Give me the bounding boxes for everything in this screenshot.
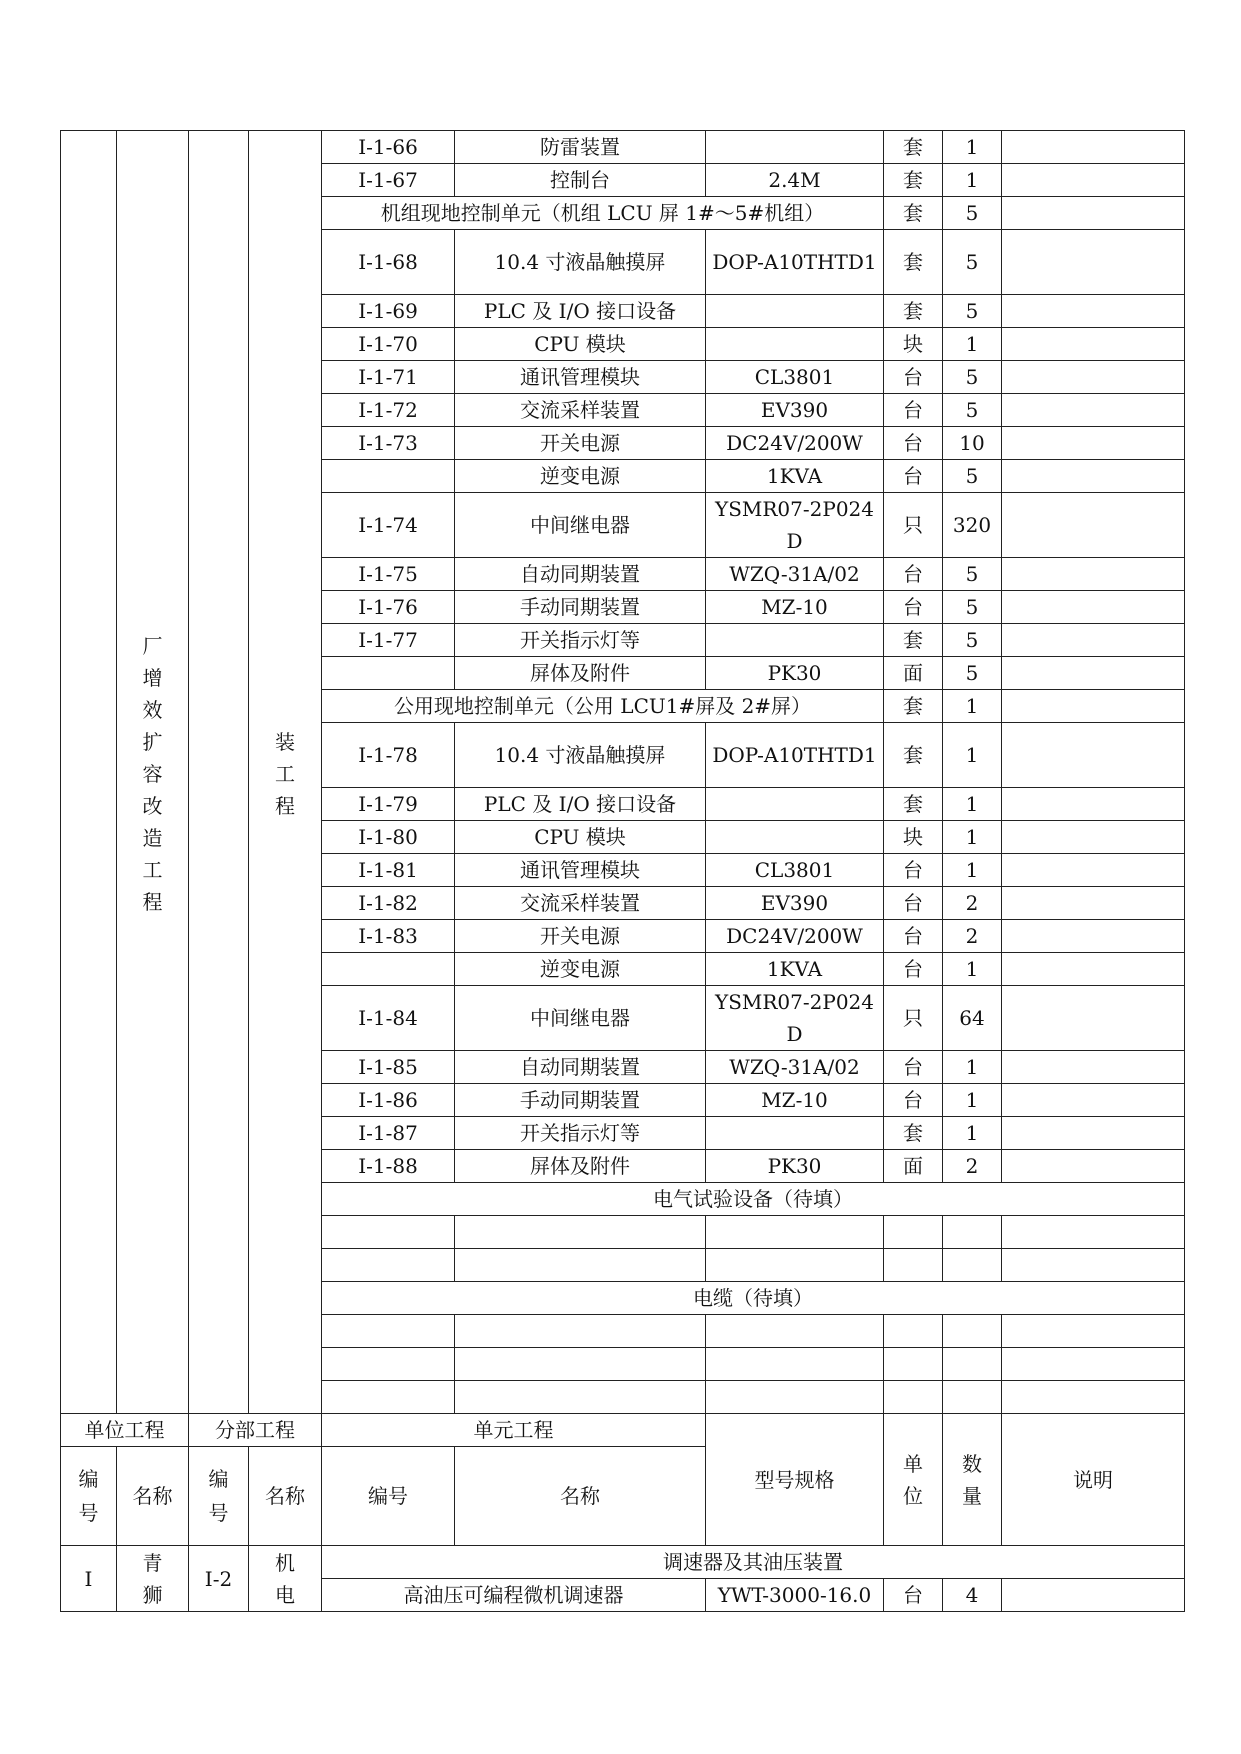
blank-cell (943, 1249, 1002, 1282)
item-qty: 5 (943, 657, 1002, 690)
blank-cell (706, 1249, 884, 1282)
item-unit: 只 (884, 986, 943, 1051)
item-qty: 2 (943, 1150, 1002, 1183)
item-name: 开关电源 (455, 920, 706, 953)
item-qty: 1 (943, 164, 1002, 197)
item-name: 屏体及附件 (455, 1150, 706, 1183)
sub-name-vertical: 装工程 (249, 131, 322, 1414)
section-note (1002, 690, 1185, 723)
item-code: I-1-75 (322, 558, 455, 591)
blank-cell (943, 1315, 1002, 1348)
header-note: 说明 (1002, 1414, 1185, 1546)
blank-cell (322, 1249, 455, 1282)
item-qty: 1 (943, 328, 1002, 361)
blank-cell (322, 1216, 455, 1249)
header-element-project: 单元工程 (322, 1414, 706, 1447)
item-name: CPU 模块 (455, 821, 706, 854)
item-model: CL3801 (706, 361, 884, 394)
item-name: 交流采样装置 (455, 394, 706, 427)
item-model: PK30 (706, 1150, 884, 1183)
item-unit: 块 (884, 328, 943, 361)
item-qty: 10 (943, 427, 1002, 460)
item-code: I-1-83 (322, 920, 455, 953)
sub-code: I-2 (189, 1546, 249, 1612)
item-code: I-1-67 (322, 164, 455, 197)
header-model: 型号规格 (706, 1414, 884, 1546)
item-model (706, 328, 884, 361)
item-note (1002, 427, 1185, 460)
item-model: PK30 (706, 657, 884, 690)
item-unit: 套 (884, 164, 943, 197)
item-name: 10.4 寸液晶触摸屏 (455, 230, 706, 295)
item-note (1002, 591, 1185, 624)
item-code: I-1-87 (322, 1117, 455, 1150)
item-code: I-1-74 (322, 493, 455, 558)
item-model: MZ-10 (706, 591, 884, 624)
item-note (1002, 164, 1185, 197)
item-note (1002, 394, 1185, 427)
blank-cell (455, 1216, 706, 1249)
header-item-code: 编号 (322, 1447, 455, 1546)
item-model: DC24V/200W (706, 427, 884, 460)
item-qty: 1 (943, 1051, 1002, 1084)
item-code: I-1-77 (322, 624, 455, 657)
blank-cell (943, 1348, 1002, 1381)
blank-cell (455, 1315, 706, 1348)
item-name: PLC 及 I/O 接口设备 (455, 295, 706, 328)
item-code: I-1-70 (322, 328, 455, 361)
item-unit: 台 (884, 460, 943, 493)
item-unit: 套 (884, 230, 943, 295)
item-model: DC24V/200W (706, 920, 884, 953)
blank-cell (322, 1381, 455, 1414)
item-unit: 台 (884, 361, 943, 394)
item-qty: 1 (943, 821, 1002, 854)
item-name: 中间继电器 (455, 493, 706, 558)
item-model (706, 131, 884, 164)
item-model (706, 821, 884, 854)
item-unit: 台 (884, 1084, 943, 1117)
item-unit: 台 (884, 1579, 943, 1612)
item-code: I-1-86 (322, 1084, 455, 1117)
section-title: 调速器及其油压装置 (322, 1546, 1185, 1579)
item-note (1002, 1150, 1185, 1183)
item-unit: 台 (884, 920, 943, 953)
item-qty: 64 (943, 986, 1002, 1051)
item-code: I-1-78 (322, 723, 455, 788)
item-note (1002, 131, 1185, 164)
item-model: DOP-A10THTD1 (706, 723, 884, 788)
item-row (61, 131, 1185, 164)
item-unit: 套 (884, 295, 943, 328)
item-name: 逆变电源 (455, 460, 706, 493)
item-note (1002, 854, 1185, 887)
item-note (1002, 953, 1185, 986)
item-unit: 台 (884, 953, 943, 986)
item-unit: 台 (884, 558, 943, 591)
item-unit: 块 (884, 821, 943, 854)
equipment-table (60, 130, 1185, 1612)
item-note (1002, 295, 1185, 328)
item-note (1002, 723, 1185, 788)
item-qty: 1 (943, 854, 1002, 887)
item-code: I-1-82 (322, 887, 455, 920)
item-code: I-1-69 (322, 295, 455, 328)
item-model: WZQ-31A/02 (706, 1051, 884, 1084)
item-note (1002, 986, 1185, 1051)
header-sub-name: 名称 (249, 1447, 322, 1546)
item-unit: 台 (884, 394, 943, 427)
item-name: 手动同期装置 (455, 591, 706, 624)
item-model: CL3801 (706, 854, 884, 887)
blank-cell (706, 1348, 884, 1381)
item-note (1002, 1051, 1185, 1084)
item-code: I-1-73 (322, 427, 455, 460)
item-code (322, 460, 455, 493)
blank-cell (455, 1348, 706, 1381)
item-unit: 台 (884, 1051, 943, 1084)
blank-cell (455, 1249, 706, 1282)
item-name: 通讯管理模块 (455, 361, 706, 394)
section-qty: 1 (943, 690, 1002, 723)
item-model: EV390 (706, 887, 884, 920)
item-name: 通讯管理模块 (455, 854, 706, 887)
section-unit: 套 (884, 197, 943, 230)
item-note (1002, 558, 1185, 591)
blank-cell (884, 1315, 943, 1348)
sub-name: 机电 (249, 1546, 322, 1612)
item-note (1002, 920, 1185, 953)
item-unit: 套 (884, 1117, 943, 1150)
item-note (1002, 788, 1185, 821)
blank-cell (322, 1315, 455, 1348)
blank-cell (706, 1381, 884, 1414)
item-note (1002, 821, 1185, 854)
blank-cell (884, 1216, 943, 1249)
unit-code: I (61, 1546, 117, 1612)
item-model: 2.4M (706, 164, 884, 197)
item-name: 开关指示灯等 (455, 624, 706, 657)
item-unit: 套 (884, 131, 943, 164)
table-body (61, 131, 1185, 1612)
item-qty: 1 (943, 131, 1002, 164)
item-qty: 1 (943, 953, 1002, 986)
blank-cell (706, 1216, 884, 1249)
item-unit: 套 (884, 723, 943, 788)
header-sub-code: 编号 (189, 1447, 249, 1546)
item-note (1002, 1117, 1185, 1150)
item-unit: 台 (884, 427, 943, 460)
item-model: YWT-3000-16.0 (706, 1579, 884, 1612)
header-item-name: 名称 (455, 1447, 706, 1546)
item-qty: 2 (943, 920, 1002, 953)
item-qty: 1 (943, 723, 1002, 788)
item-name: 开关电源 (455, 427, 706, 460)
section-title: 公用现地控制单元（公用 LCU1#屏及 2#屏） (322, 690, 884, 723)
item-code: I-1-66 (322, 131, 455, 164)
item-qty: 5 (943, 394, 1002, 427)
item-unit: 台 (884, 887, 943, 920)
item-name: 自动同期装置 (455, 558, 706, 591)
item-qty: 320 (943, 493, 1002, 558)
item-qty: 1 (943, 1084, 1002, 1117)
item-code: I-1-85 (322, 1051, 455, 1084)
item-qty: 5 (943, 460, 1002, 493)
unit-name-vertical: 厂增效扩容改造工程 (117, 131, 189, 1414)
item-qty: 5 (943, 558, 1002, 591)
item-code (322, 657, 455, 690)
item-model: EV390 (706, 394, 884, 427)
blank-cell (1002, 1249, 1185, 1282)
blank-cell (884, 1348, 943, 1381)
sub-code-cell (189, 131, 249, 1414)
section-title: 电缆（待填） (322, 1282, 1185, 1315)
item-model (706, 624, 884, 657)
item-name: 手动同期装置 (455, 1084, 706, 1117)
item-name: PLC 及 I/O 接口设备 (455, 788, 706, 821)
item-note (1002, 361, 1185, 394)
item-name: 防雷装置 (455, 131, 706, 164)
item-qty: 1 (943, 788, 1002, 821)
item-note (1002, 328, 1185, 361)
item-name: 控制台 (455, 164, 706, 197)
item-name: 逆变电源 (455, 953, 706, 986)
item-name: 交流采样装置 (455, 887, 706, 920)
blank-cell (1002, 1216, 1185, 1249)
unit-code-cell (61, 131, 117, 1414)
item-note (1002, 460, 1185, 493)
item-code: I-1-88 (322, 1150, 455, 1183)
item-unit: 台 (884, 854, 943, 887)
item-qty: 2 (943, 887, 1002, 920)
item-code: I-1-81 (322, 854, 455, 887)
item-note (1002, 657, 1185, 690)
item-model: MZ-10 (706, 1084, 884, 1117)
blank-cell (455, 1381, 706, 1414)
section-row (61, 1546, 1185, 1579)
item-unit: 面 (884, 1150, 943, 1183)
item-qty: 5 (943, 624, 1002, 657)
item-qty: 5 (943, 295, 1002, 328)
blank-cell (1002, 1315, 1185, 1348)
header-division-project: 分部工程 (189, 1414, 322, 1447)
section-qty: 5 (943, 197, 1002, 230)
item-qty: 1 (943, 1117, 1002, 1150)
blank-cell (1002, 1348, 1185, 1381)
item-model: 1KVA (706, 460, 884, 493)
item-model: DOP-A10THTD1 (706, 230, 884, 295)
blank-cell (884, 1249, 943, 1282)
unit-name: 青狮 (117, 1546, 189, 1612)
blank-cell (943, 1216, 1002, 1249)
section-title: 机组现地控制单元（机组 LCU 屏 1#～5#机组） (322, 197, 884, 230)
item-unit: 面 (884, 657, 943, 690)
item-qty: 5 (943, 591, 1002, 624)
blank-cell (706, 1315, 884, 1348)
header-unit: 单位 (884, 1414, 943, 1546)
header-row (61, 1414, 1185, 1447)
blank-cell (943, 1381, 1002, 1414)
item-model: YSMR07-2P024D (706, 986, 884, 1051)
item-model: WZQ-31A/02 (706, 558, 884, 591)
item-unit: 台 (884, 591, 943, 624)
header-qty: 数量 (943, 1414, 1002, 1546)
header-unit-project: 单位工程 (61, 1414, 189, 1447)
section-title: 电气试验设备（待填） (322, 1183, 1185, 1216)
item-model: 1KVA (706, 953, 884, 986)
header-unit-name: 名称 (117, 1447, 189, 1546)
item-qty: 4 (943, 1579, 1002, 1612)
item-name: CPU 模块 (455, 328, 706, 361)
item-code: I-1-72 (322, 394, 455, 427)
item-name: 屏体及附件 (455, 657, 706, 690)
item-code: I-1-76 (322, 591, 455, 624)
item-code (322, 953, 455, 986)
header-unit-code: 编号 (61, 1447, 117, 1546)
item-model (706, 1117, 884, 1150)
blank-cell (1002, 1381, 1185, 1414)
item-code: I-1-84 (322, 986, 455, 1051)
blank-cell (884, 1381, 943, 1414)
item-note (1002, 230, 1185, 295)
item-code: I-1-71 (322, 361, 455, 394)
section-unit: 套 (884, 690, 943, 723)
item-note (1002, 887, 1185, 920)
item-model (706, 788, 884, 821)
item-qty: 5 (943, 361, 1002, 394)
item-model: YSMR07-2P024D (706, 493, 884, 558)
blank-cell (322, 1348, 455, 1381)
item-unit: 套 (884, 624, 943, 657)
item-code: I-1-80 (322, 821, 455, 854)
item-name: 高油压可编程微机调速器 (322, 1579, 706, 1612)
item-note (1002, 1579, 1185, 1612)
item-unit: 只 (884, 493, 943, 558)
item-name: 10.4 寸液晶触摸屏 (455, 723, 706, 788)
item-name: 开关指示灯等 (455, 1117, 706, 1150)
item-unit: 套 (884, 788, 943, 821)
item-name: 中间继电器 (455, 986, 706, 1051)
item-note (1002, 624, 1185, 657)
item-note (1002, 1084, 1185, 1117)
item-note (1002, 493, 1185, 558)
section-note (1002, 197, 1185, 230)
item-code: I-1-68 (322, 230, 455, 295)
item-model (706, 295, 884, 328)
item-code: I-1-79 (322, 788, 455, 821)
item-name: 自动同期装置 (455, 1051, 706, 1084)
item-qty: 5 (943, 230, 1002, 295)
